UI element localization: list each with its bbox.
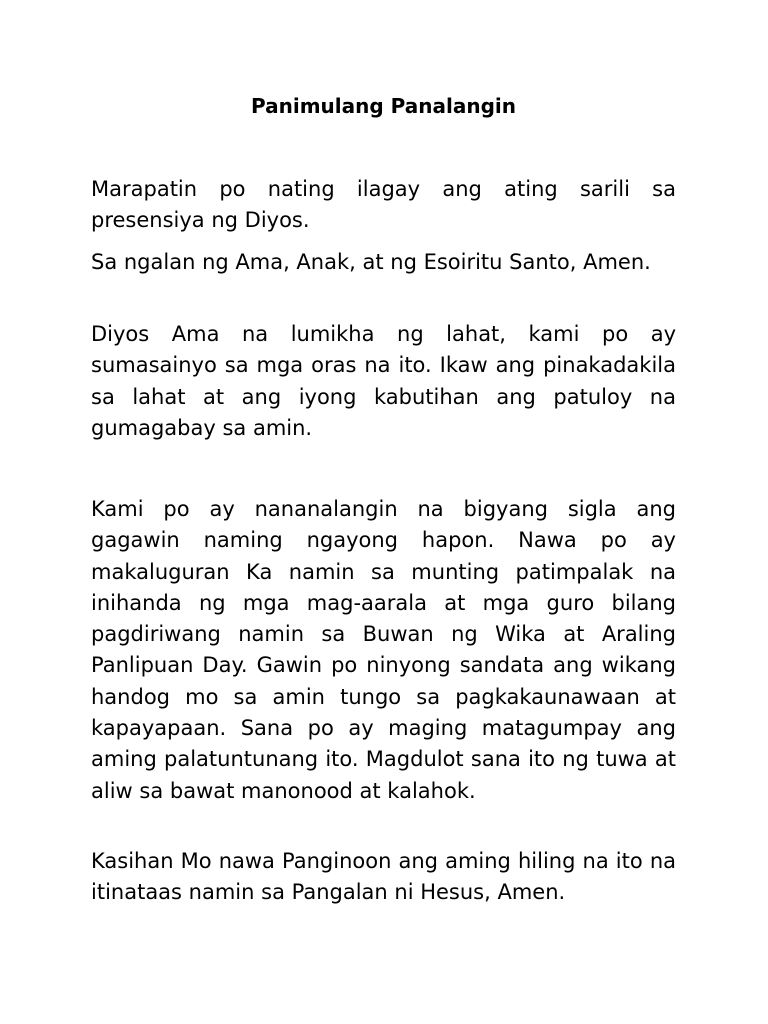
document-title: Panimulang Panalangin [250,94,516,118]
paragraph-petition: Kami po ay nananalangin na bigyang sigla ang gagawin naming ngayong hapon. Nawa po ay makaluguran Ka namin sa munting patimpalak na inihanda ng mga mag-aarala at mga guro bilang pagdiriwang namin sa Buwan ng Wika at Araling Panlipuan Day. Gawin po ninyong sandata ang wikang handog mo sa amin tungo sa pagkakaunawaan at kapayapaan. Sana po ay maging matagumpay ang aming palatuntunang ito. Magdulot sana ito ng tuwa at aliw sa bawat manonood at kalahok. [91,497,676,803]
paragraph-closing: Kasihan Mo nawa Panginoon ang aming hiling na ito na itinataas namin sa Pangalan ni Hesus, Amen. [91,849,676,905]
paragraph-sign-of-cross: Sa ngalan ng Ama, Anak, at ng Esoiritu Santo, Amen. [91,250,651,274]
paragraph-praise: Diyos Ama na lumikha ng lahat, kami po ay sumasainyo sa mga oras na ito. Ikaw ang pinakadakila sa lahat at ang iyong kabutihan ang patuloy na gumagabay sa amin. [91,322,676,440]
paragraph-invitation: Marapatin po nating ilagay ang ating sarili sa presensiya ng Diyos. [91,177,676,233]
